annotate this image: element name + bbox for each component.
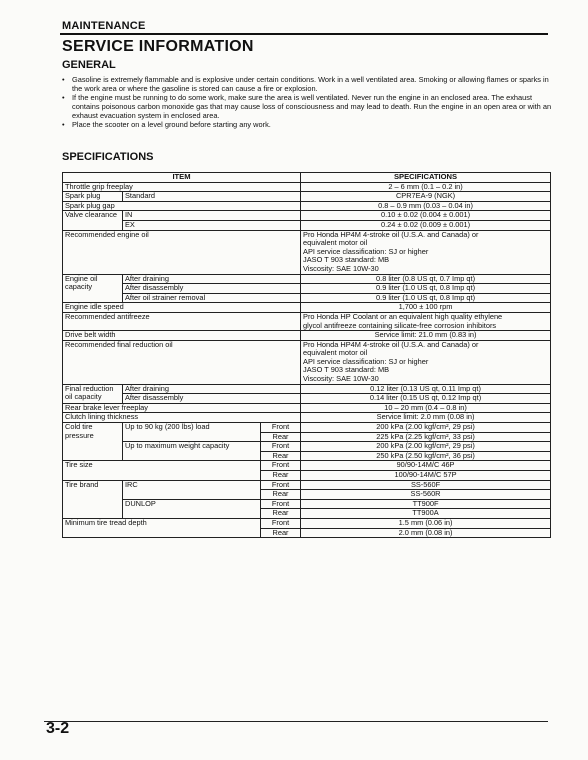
table-row: [63, 384, 551, 394]
table-row: [63, 340, 551, 384]
spec-cell: 10 – 20 mm (0.4 – 0.8 in): [301, 403, 551, 413]
spec-cell: SS-560F: [301, 480, 551, 490]
spec-cell: 90/90-14M/C 46P: [301, 461, 551, 471]
sub-item-cell: After disassembly: [123, 284, 301, 294]
specifications-table: [62, 172, 551, 538]
table-row: [63, 461, 551, 471]
spec-cell: 0.8 liter (0.8 US qt, 0.7 Imp qt): [301, 274, 551, 284]
item-cell: Final reduction oil capacity: [63, 384, 123, 403]
table-row: [63, 403, 551, 413]
table-row: [63, 284, 551, 294]
spec-cell: 200 kPa (2.00 kgf/cm², 29 psi): [301, 423, 551, 433]
sub-item-cell: Up to 90 kg (200 lbs) load: [123, 423, 261, 442]
table-row: [63, 201, 551, 211]
position-cell: Rear: [261, 509, 301, 519]
item-cell: Minimum tire tread depth: [63, 518, 261, 537]
general-heading: GENERAL: [62, 59, 116, 71]
item-cell: Cold tire pressure: [63, 423, 123, 461]
table-row: [63, 211, 551, 221]
spec-cell: 0.10 ± 0.02 (0.004 ± 0.001): [301, 211, 551, 221]
table-row: [63, 394, 551, 404]
table-row: [63, 293, 551, 303]
item-cell: Drive belt width: [63, 331, 301, 341]
position-cell: Rear: [261, 490, 301, 500]
general-list: [62, 75, 558, 130]
spec-cell: 0.24 ± 0.02 (0.009 ± 0.001): [301, 220, 551, 230]
spec-cell: TT900F: [301, 499, 551, 509]
item-cell: Throttle grip freeplay: [63, 182, 301, 192]
spec-line: API service classification: SJ or higher: [303, 356, 429, 366]
spec-line: API service classification: SJ or higher: [303, 246, 429, 256]
position-cell: Rear: [261, 451, 301, 461]
col-spec-header: SPECIFICATIONS: [301, 173, 551, 183]
sub-item-cell: EX: [123, 220, 301, 230]
section-tag: MAINTENANCE: [62, 20, 146, 32]
spec-cell: TT900A: [301, 509, 551, 519]
sub-item-cell: After oil strainer removal: [123, 293, 301, 303]
general-item: • Place the scooter on a level ground before starting any work.: [62, 120, 558, 129]
position-cell: Rear: [261, 471, 301, 481]
col-item-header: ITEM: [63, 173, 301, 183]
table-row: [63, 220, 551, 230]
table-row: [63, 499, 551, 509]
spec-cell: 2.0 mm (0.08 in): [301, 528, 551, 538]
item-cell: Valve clearance: [63, 211, 123, 230]
spec-line: equivalent motor oil: [303, 348, 368, 358]
item-cell: Recommended antifreeze: [63, 312, 301, 330]
sub-item-cell: Standard: [123, 192, 301, 202]
spec-cell: Service limit: 2.0 mm (0.08 in): [301, 413, 551, 423]
spec-cell: 0.12 liter (0.13 US qt, 0.11 Imp qt): [301, 384, 551, 394]
spec-line: glycol antifreeze containing silicate-free corrosion inhibitors: [303, 320, 497, 330]
item-cell: Engine oil capacity: [63, 274, 123, 303]
table-row: [63, 303, 551, 313]
table-row: [63, 423, 551, 433]
spec-line: Pro Honda HP4M 4-stroke oil (U.S.A. and Canada) or: [303, 340, 479, 349]
table-row: [63, 331, 551, 341]
table-header-row: [63, 173, 551, 183]
spec-cell: 0.14 liter (0.15 US qt, 0.12 Imp qt): [301, 394, 551, 404]
spec-cell: 250 kPa (2.50 kgf/cm², 36 psi): [301, 451, 551, 461]
spec-line: Viscosity: SAE 10W-30: [303, 374, 379, 384]
table-row: [63, 480, 551, 490]
sub-item-cell: DUNLOP: [123, 499, 261, 518]
position-cell: Front: [261, 423, 301, 433]
item-cell: Engine idle speed: [63, 303, 301, 313]
spec-cell: 100/90-14M/C 57P: [301, 471, 551, 481]
spec-cell: 0.9 liter (1.0 US qt, 0.8 Imp qt): [301, 284, 551, 294]
item-cell: Clutch lining thickness: [63, 413, 301, 423]
spec-cell: 0.9 liter (1.0 US qt, 0.8 Imp qt): [301, 293, 551, 303]
table-row: [63, 518, 551, 528]
spec-line: JASO T 903 standard: MB: [303, 365, 390, 375]
spec-cell: [301, 340, 551, 384]
spec-cell: 2 – 6 mm (0.1 – 0.2 in): [301, 182, 551, 192]
position-cell: Front: [261, 499, 301, 509]
spec-cell: 0.8 – 0.9 mm (0.03 – 0.04 in): [301, 201, 551, 211]
spec-cell: [301, 312, 551, 330]
spec-line: Viscosity: SAE 10W-30: [303, 263, 379, 273]
position-cell: Front: [261, 518, 301, 528]
spec-cell: CPR7EA-9 (NGK): [301, 192, 551, 202]
item-cell: Rear brake lever freeplay: [63, 403, 301, 413]
spec-cell: [301, 230, 551, 274]
table-row: [63, 274, 551, 284]
page-title: SERVICE INFORMATION: [62, 38, 254, 55]
spec-cell: Service limit: 21.0 mm (0.83 in): [301, 331, 551, 341]
item-cell: Tire brand: [63, 480, 123, 518]
spec-cell: 1.5 mm (0.06 in): [301, 518, 551, 528]
position-cell: Rear: [261, 528, 301, 538]
position-cell: Front: [261, 480, 301, 490]
general-item: • If the engine must be running to do some work, make sure the area is well ventilated. Never run the engine in an enclosed area. The exhaust contains poisonous carbon monoxide gas that may cause loss of consciousness and may lead to death. Run the engine in an open area or with an exhaust evacuation system in enclosed area.: [62, 93, 558, 120]
position-cell: Rear: [261, 432, 301, 442]
sub-item-cell: Up to maximum weight capacity: [123, 442, 261, 461]
sub-item-cell: After draining: [123, 274, 301, 284]
position-cell: Front: [261, 461, 301, 471]
spec-cell: SS-560R: [301, 490, 551, 500]
spec-line: JASO T 903 standard: MB: [303, 255, 390, 265]
general-item: • Gasoline is extremely flammable and is explosive under certain conditions. Work in a well ventilated area. Smoking or allowing flames or sparks in the work area or where the gasoline is stored can cause a fire or explosion.: [62, 75, 558, 93]
spec-cell: 1,700 ± 100 rpm: [301, 303, 551, 313]
sub-item-cell: IN: [123, 211, 301, 221]
item-cell: Recommended final reduction oil: [63, 340, 301, 384]
footer-rule: [44, 721, 548, 722]
sub-item-cell: After disassembly: [123, 394, 301, 404]
page-number: 3-2: [46, 720, 70, 737]
header-rule: [60, 33, 548, 35]
sub-item-cell: IRC: [123, 480, 261, 499]
spec-line: equivalent motor oil: [303, 238, 368, 248]
spec-cell: 225 kPa (2.25 kgf/cm², 33 psi): [301, 432, 551, 442]
table-row: [63, 230, 551, 274]
specifications-heading: SPECIFICATIONS: [62, 151, 154, 163]
spec-line: Pro Honda HP4M 4-stroke oil (U.S.A. and Canada) or: [303, 230, 479, 239]
table-row: [63, 413, 551, 423]
item-cell: Spark plug: [63, 192, 123, 202]
table-row: [63, 312, 551, 330]
table-row: [63, 192, 551, 202]
item-cell: Recommended engine oil: [63, 230, 301, 274]
position-cell: Front: [261, 442, 301, 452]
item-cell: Spark plug gap: [63, 201, 301, 211]
item-cell: Tire size: [63, 461, 261, 480]
spec-line: Pro Honda HP Coolant or an equivalent high quality ethylene: [303, 312, 503, 321]
sub-item-cell: After draining: [123, 384, 301, 394]
table-row: [63, 182, 551, 192]
table-row: [63, 442, 551, 452]
spec-cell: 200 kPa (2.00 kgf/cm², 29 psi): [301, 442, 551, 452]
